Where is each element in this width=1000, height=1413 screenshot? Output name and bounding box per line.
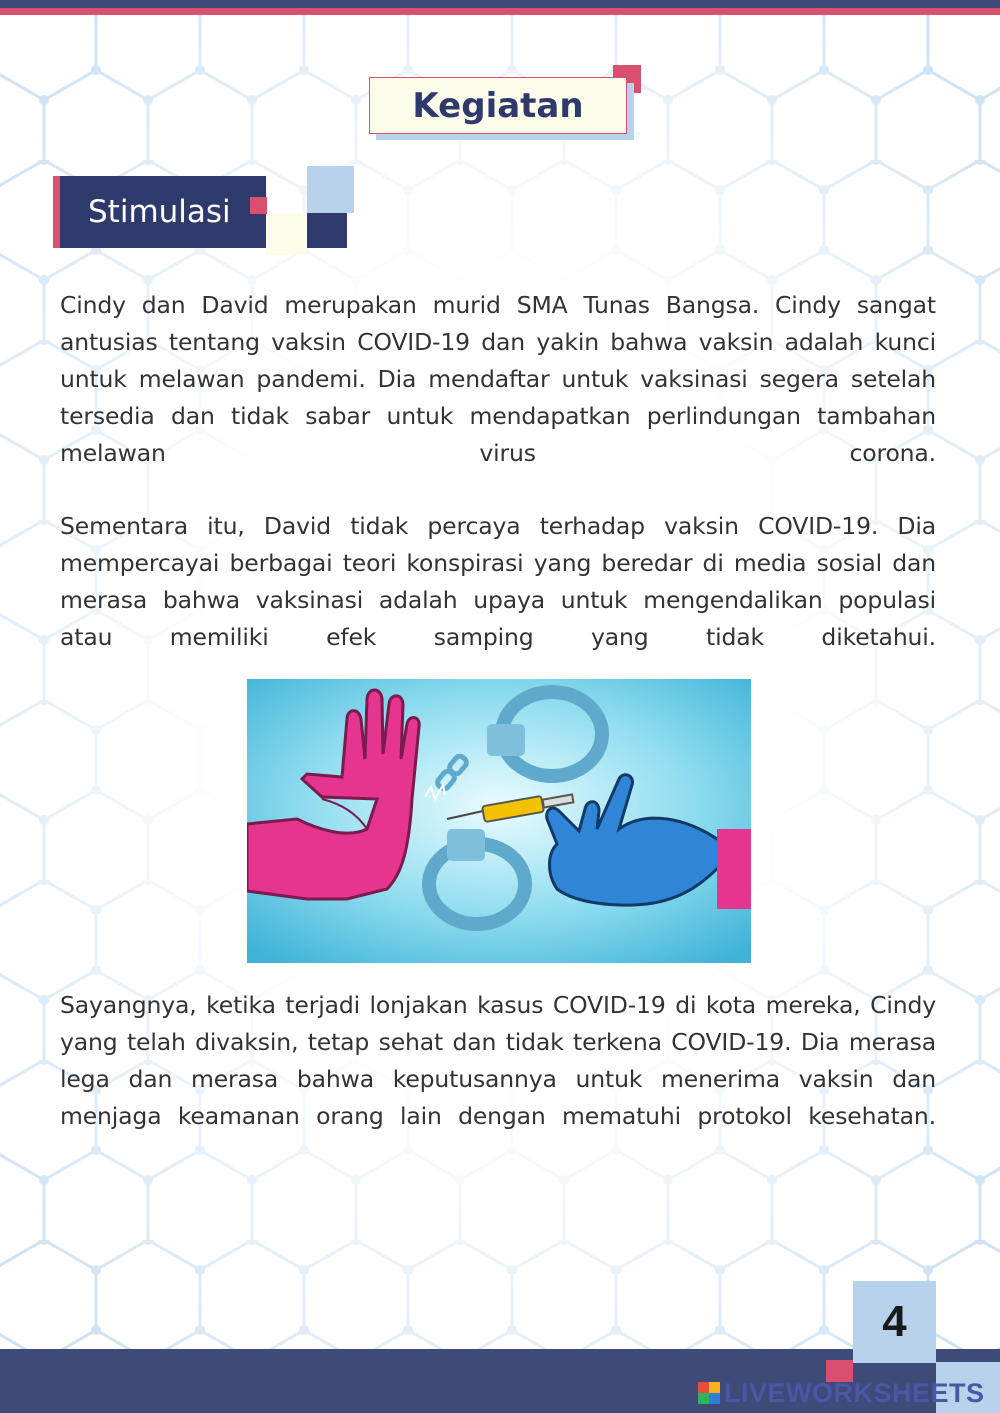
watermark-text: LIVEWORKSHEETS [724,1377,985,1408]
top-bar [0,0,1000,8]
paragraph-1: Cindy dan David merupakan murid SMA Tunas Bangsa. Cindy sangat antusias tentang vaksin COVID-19 dan yakin bahwa vaksin adalah kunci untuk melawan pandemi. Dia mendaftar untuk vaksinasi segera setelah tersedia dan tidak sabar untuk mendapatkan perlindungan tambahan melawan virus corona. [60,291,936,467]
decor-square-pink [250,197,267,214]
decor-square-cream [266,213,307,255]
paragraph-2: Sementara itu, David tidak percaya terhadap vaksin COVID-19. Dia mempercayai berbagai teori konspirasi yang beredar di media sosial dan merasa bahwa vaksinasi adalah upaya untuk mengendalikan populasi atau memiliki efek samping yang tidak diketahui. [60,512,936,651]
liveworksheets-watermark [698,1378,985,1408]
top-accent-bar [0,8,1000,15]
paragraph-3: Sayangnya, ketika terjadi lonjakan kasus COVID-19 di kota mereka, Cindy yang telah divaksin, tetap sehat dan tidak terkena COVID-19. Dia merasa lega dan merasa bahwa keputusannya untuk menerima vaksin dan menjaga keamanan orang lain dengan mematuhi protokol kesehatan. [60,991,936,1130]
section-label: Stimulasi [60,176,266,248]
liveworksheets-logo-icon [698,1382,720,1404]
vaccine-refusal-illustration [247,679,751,963]
decor-square-navy [307,213,347,248]
section-accent-bar [53,176,60,248]
decor-square-light [307,166,354,213]
page-title: Kegiatan [369,77,627,134]
page-number: 4 [853,1281,936,1363]
